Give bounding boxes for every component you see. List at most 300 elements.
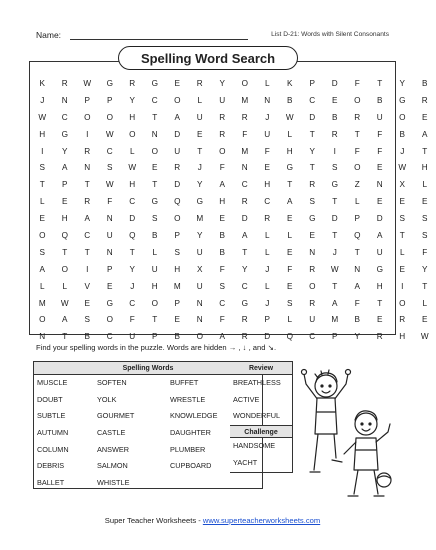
grid-letter[interactable]: T	[39, 180, 45, 190]
grid-letter[interactable]: A	[332, 298, 338, 308]
grid-letter[interactable]: W	[38, 112, 47, 122]
grid-letter[interactable]: L	[354, 197, 360, 207]
grid-letter[interactable]: R	[241, 112, 248, 122]
grid-letter[interactable]: O	[151, 298, 158, 308]
grid-letter[interactable]: R	[219, 129, 226, 139]
grid-letter[interactable]: H	[286, 146, 293, 156]
grid-letter[interactable]: T	[332, 281, 338, 291]
grid-letter[interactable]: U	[196, 112, 203, 122]
grid-letter[interactable]: G	[399, 95, 406, 105]
grid-letter[interactable]: T	[129, 247, 135, 257]
grid-letter[interactable]: H	[219, 197, 226, 207]
grid-letter[interactable]: G	[106, 79, 113, 88]
grid-letter[interactable]: G	[61, 129, 68, 139]
grid-letter[interactable]: A	[242, 231, 248, 241]
grid-letter[interactable]: J	[265, 298, 270, 308]
grid-letter[interactable]: H	[129, 112, 136, 122]
grid-letter[interactable]: H	[421, 163, 428, 173]
grid-letter[interactable]: I	[401, 281, 404, 291]
grid-letter[interactable]: Y	[242, 264, 248, 274]
word-item: ACTIVE	[233, 394, 260, 404]
grid-letter[interactable]: Z	[354, 180, 360, 190]
grid-letter[interactable]: C	[309, 332, 316, 342]
grid-letter[interactable]: T	[84, 247, 90, 257]
grid-letter[interactable]: L	[264, 79, 270, 88]
grid-letter[interactable]: I	[41, 146, 44, 156]
grid-letter[interactable]: R	[196, 79, 203, 88]
grid-letter[interactable]: G	[151, 197, 158, 207]
grid-letter[interactable]: Y	[309, 146, 315, 156]
grid-letter[interactable]: T	[309, 163, 315, 173]
grid-letter[interactable]: E	[399, 197, 405, 207]
grid-letter[interactable]: W	[285, 112, 294, 122]
grid-letter[interactable]: O	[241, 79, 248, 88]
grid-letter[interactable]: P	[62, 180, 68, 190]
grid-letter[interactable]: E	[84, 298, 90, 308]
grid-letter[interactable]: U	[129, 332, 136, 342]
grid-letter[interactable]: K	[39, 79, 45, 88]
grid-letter[interactable]: T	[354, 247, 360, 257]
grid-letter[interactable]: M	[196, 214, 204, 224]
word-item: MUSCLE	[37, 378, 68, 387]
grid-letter[interactable]: D	[241, 214, 248, 224]
grid-letter[interactable]: L	[399, 247, 405, 257]
grid-letter[interactable]: F	[287, 264, 293, 274]
grid-letter[interactable]: P	[264, 315, 270, 325]
grid-letter[interactable]: F	[354, 146, 360, 156]
grid-letter[interactable]: W	[83, 79, 92, 88]
grid-letter[interactable]: A	[377, 231, 383, 241]
grid-letter[interactable]: T	[62, 332, 68, 342]
grid-letter[interactable]: F	[219, 315, 225, 325]
grid-letter[interactable]: O	[84, 112, 91, 122]
grid-letter[interactable]: O	[39, 231, 46, 241]
grid-letter[interactable]: H	[264, 180, 271, 190]
grid-letter[interactable]: W	[330, 264, 339, 274]
grid-letter[interactable]: L	[287, 129, 293, 139]
grid-letter[interactable]: N	[376, 180, 383, 190]
grid-letter[interactable]: D	[331, 214, 338, 224]
grid-letter[interactable]: Q	[129, 231, 136, 241]
grid-letter[interactable]: F	[354, 298, 360, 308]
grid-letter[interactable]: B	[422, 79, 428, 88]
grid-letter[interactable]: C	[106, 332, 113, 342]
grid-letter[interactable]: I	[86, 264, 89, 274]
grid-letter[interactable]: T	[332, 231, 338, 241]
grid-letter[interactable]: U	[151, 264, 158, 274]
grid-letter[interactable]: T	[399, 231, 405, 241]
name-label: Name:	[36, 30, 62, 40]
grid-letter[interactable]: O	[309, 281, 316, 291]
grid-letter[interactable]: F	[219, 163, 225, 173]
grid-letter[interactable]: X	[197, 264, 203, 274]
grid-letter[interactable]: Q	[286, 332, 293, 342]
grid-letter[interactable]: B	[377, 95, 383, 105]
grid-letter[interactable]: A	[354, 281, 360, 291]
grid-letter[interactable]: C	[129, 298, 136, 308]
grid-letter[interactable]: G	[196, 197, 203, 207]
grid-letter[interactable]: T	[242, 247, 248, 257]
grid-letter[interactable]: H	[376, 281, 383, 291]
grid-letter[interactable]: M	[173, 281, 181, 291]
grid-letter[interactable]: N	[151, 129, 158, 139]
grid-letter[interactable]: S	[107, 163, 113, 173]
grid-letter[interactable]: H	[129, 180, 136, 190]
grid-letter[interactable]: T	[152, 112, 158, 122]
grid-letter[interactable]: Y	[219, 79, 225, 88]
grid-letter[interactable]: C	[129, 197, 136, 207]
grid-letter[interactable]: G	[151, 79, 158, 88]
grid-letter[interactable]: N	[309, 247, 316, 257]
grid-letter[interactable]: W	[128, 163, 137, 173]
grid-letter[interactable]: Y	[422, 264, 428, 274]
grid-letter[interactable]: G	[286, 163, 293, 173]
grid-letter[interactable]: P	[107, 95, 113, 105]
grid-letter[interactable]: R	[354, 112, 361, 122]
grid-letter[interactable]: T	[152, 315, 158, 325]
grid-letter[interactable]: S	[174, 247, 180, 257]
grid-letter[interactable]: R	[61, 79, 68, 88]
grid-letter[interactable]: J	[265, 112, 270, 122]
grid-letter[interactable]: E	[422, 315, 428, 325]
grid-letter[interactable]: Y	[399, 79, 405, 88]
grid-letter[interactable]: L	[39, 197, 45, 207]
grid-letter[interactable]: E	[174, 79, 180, 88]
grid-letter[interactable]: L	[287, 315, 293, 325]
grid-letter[interactable]: I	[86, 129, 89, 139]
grid-letter[interactable]: O	[106, 112, 113, 122]
grid-letter[interactable]: S	[39, 247, 45, 257]
grid-letter[interactable]: S	[219, 281, 225, 291]
grid-letter[interactable]: C	[264, 197, 271, 207]
grid-letter[interactable]: N	[39, 332, 46, 342]
grid-letter[interactable]: F	[264, 146, 270, 156]
grid-letter[interactable]: G	[106, 298, 113, 308]
grid-letter[interactable]: T	[287, 180, 293, 190]
grid-letter[interactable]: J	[40, 95, 45, 105]
grid-letter[interactable]: F	[129, 315, 135, 325]
grid-letter[interactable]: S	[422, 214, 428, 224]
grid-letter[interactable]: E	[377, 163, 383, 173]
grid-letter[interactable]: T	[197, 146, 203, 156]
grid-letter[interactable]: R	[399, 315, 406, 325]
grid-letter[interactable]: A	[422, 129, 428, 139]
grid-letter[interactable]: P	[309, 79, 315, 88]
grid-letter[interactable]: U	[196, 281, 203, 291]
grid-letter[interactable]: B	[84, 332, 90, 342]
grid-letter[interactable]: I	[333, 146, 336, 156]
grid-letter[interactable]: B	[152, 231, 158, 241]
grid-letter[interactable]: A	[62, 163, 68, 173]
grid-letter[interactable]: U	[174, 146, 181, 156]
grid-letter[interactable]: C	[309, 95, 316, 105]
grid-letter[interactable]: M	[241, 146, 249, 156]
grid-letter[interactable]: J	[332, 247, 337, 257]
grid-letter[interactable]: W	[420, 332, 429, 342]
footer	[0, 516, 425, 525]
grid-letter[interactable]: L	[152, 247, 158, 257]
grid-letter[interactable]: P	[332, 332, 338, 342]
grid-letter[interactable]: R	[309, 264, 316, 274]
grid-letter[interactable]: G	[331, 180, 338, 190]
grid-letter[interactable]: T	[377, 298, 383, 308]
grid-letter[interactable]: L	[422, 180, 428, 190]
grid-letter[interactable]: B	[219, 231, 225, 241]
grid-letter[interactable]: E	[287, 247, 293, 257]
word-item: CUPBOARD	[170, 461, 212, 471]
grid-letter[interactable]: O	[399, 298, 406, 308]
spelling-column-2	[97, 375, 170, 492]
grid-letter[interactable]: D	[376, 214, 383, 224]
grid-letter[interactable]: D	[174, 129, 181, 139]
grid-letter[interactable]: R	[241, 197, 248, 207]
grid-letter[interactable]: A	[84, 214, 90, 224]
grid-letter[interactable]: O	[106, 315, 113, 325]
grid-letter[interactable]: O	[39, 315, 46, 325]
grid-letter[interactable]: R	[309, 298, 316, 308]
grid-letter[interactable]: U	[219, 95, 226, 105]
grid-letter[interactable]: N	[84, 163, 91, 173]
grid-letter[interactable]: U	[376, 247, 383, 257]
grid-letter[interactable]: T	[422, 281, 428, 291]
grid-letter[interactable]: T	[332, 197, 338, 207]
grid-letter[interactable]: E	[377, 315, 383, 325]
grid-letter[interactable]: Y	[354, 332, 360, 342]
grid-letter[interactable]: M	[38, 298, 46, 308]
grid-letter[interactable]: S	[287, 298, 293, 308]
grid-letter[interactable]: J	[130, 281, 135, 291]
grid-letter[interactable]: B	[287, 95, 293, 105]
grid-letter[interactable]: E	[309, 231, 315, 241]
grid-letter[interactable]: L	[264, 231, 270, 241]
grid-letter[interactable]: R	[331, 129, 338, 139]
grid-letter[interactable]: R	[84, 197, 91, 207]
grid-letter[interactable]: N	[106, 214, 113, 224]
grid-letter[interactable]: E	[332, 95, 338, 105]
grid-letter[interactable]: F	[219, 264, 225, 274]
grid-letter[interactable]: E	[219, 214, 225, 224]
grid-letter[interactable]: C	[219, 298, 226, 308]
grid-letter[interactable]: H	[39, 129, 46, 139]
grid-letter[interactable]: L	[197, 95, 203, 105]
grid-letter[interactable]: R	[241, 332, 248, 342]
grid-letter[interactable]: Y	[197, 231, 203, 241]
grid-letter[interactable]: D	[264, 332, 271, 342]
grid-letter[interactable]: Q	[61, 231, 68, 241]
grid-letter[interactable]: P	[174, 231, 180, 241]
word-item: YOLK	[97, 394, 117, 404]
grid-letter[interactable]: G	[309, 214, 316, 224]
grid-letter[interactable]: U	[106, 231, 113, 241]
grid-letter[interactable]: W	[105, 180, 114, 190]
grid-letter[interactable]: E	[264, 163, 270, 173]
grid-letter[interactable]: S	[332, 163, 338, 173]
grid-letter[interactable]: Y	[62, 146, 68, 156]
grid-letter[interactable]: O	[354, 95, 361, 105]
grid-letter[interactable]: S	[39, 163, 45, 173]
grid-letter[interactable]: G	[376, 264, 383, 274]
grid-letter[interactable]: P	[107, 264, 113, 274]
grid-letter[interactable]: J	[265, 264, 270, 274]
grid-letter[interactable]: L	[62, 281, 68, 291]
grid-letter[interactable]: P	[174, 298, 180, 308]
grid-letter[interactable]: S	[422, 231, 428, 241]
grid-letter[interactable]: T	[354, 129, 360, 139]
grid-letter[interactable]: C	[84, 231, 91, 241]
grid-letter[interactable]: C	[106, 146, 113, 156]
grid-letter[interactable]: T	[152, 180, 158, 190]
footer-link[interactable]: www.superteacherworksheets.com	[202, 516, 321, 525]
grid-letter[interactable]: N	[61, 95, 68, 105]
grid-letter[interactable]: R	[421, 95, 428, 105]
grid-letter[interactable]: H	[174, 264, 181, 274]
grid-letter[interactable]: Y	[197, 180, 203, 190]
grid-letter[interactable]: A	[219, 180, 225, 190]
grid-letter[interactable]: C	[241, 281, 248, 291]
name-field[interactable]	[70, 39, 248, 40]
grid-letter[interactable]: L	[264, 281, 270, 291]
grid-letter[interactable]: T	[422, 146, 428, 156]
grid-letter[interactable]: S	[399, 214, 405, 224]
grid-letter[interactable]: K	[287, 79, 293, 88]
grid-letter[interactable]: B	[219, 247, 225, 257]
grid-letter[interactable]: U	[376, 112, 383, 122]
grid-letter[interactable]: E	[107, 281, 113, 291]
grid-letter[interactable]: A	[219, 332, 225, 342]
grid-letter[interactable]: B	[332, 112, 338, 122]
grid-letter[interactable]: R	[309, 180, 316, 190]
grid-letter[interactable]: Q	[354, 231, 361, 241]
grid-letter[interactable]: T	[377, 79, 383, 88]
grid-letter[interactable]: G	[241, 298, 248, 308]
footer-prefix: Super Teacher Worksheets -	[104, 516, 203, 525]
grid-letter[interactable]: S	[309, 197, 315, 207]
grid-letter[interactable]: R	[129, 79, 136, 88]
grid-letter[interactable]: B	[174, 332, 180, 342]
grid-letter[interactable]: B	[354, 315, 360, 325]
grid-letter[interactable]: S	[84, 315, 90, 325]
grid-letter[interactable]: O	[399, 112, 406, 122]
grid-letter[interactable]: F	[242, 129, 248, 139]
grid-letter[interactable]: O	[174, 214, 181, 224]
grid-letter[interactable]: Y	[129, 95, 135, 105]
grid-letter[interactable]: L	[287, 231, 293, 241]
grid-letter[interactable]: O	[61, 264, 68, 274]
grid-letter[interactable]: W	[105, 129, 114, 139]
grid-letter[interactable]: F	[377, 146, 383, 156]
grid-letter[interactable]: T	[309, 129, 315, 139]
grid-letter[interactable]: B	[399, 129, 405, 139]
grid-letter[interactable]: N	[241, 163, 248, 173]
grid-letter[interactable]: L	[264, 247, 270, 257]
grid-letter[interactable]: R	[376, 332, 383, 342]
grid-letter[interactable]: A	[287, 197, 293, 207]
grid-letter[interactable]: O	[196, 332, 203, 342]
grid-letter[interactable]: W	[60, 298, 69, 308]
grid-letter[interactable]: F	[377, 129, 383, 139]
grid-letter[interactable]: F	[107, 197, 113, 207]
grid-letter[interactable]: Y	[129, 264, 135, 274]
grid-letter[interactable]: R	[219, 112, 226, 122]
grid-letter[interactable]: T	[62, 247, 68, 257]
grid-letter[interactable]: J	[197, 163, 202, 173]
grid-letter[interactable]: R	[174, 163, 181, 173]
grid-letter[interactable]: A	[174, 112, 180, 122]
grid-letter[interactable]: T	[84, 180, 90, 190]
grid-letter[interactable]: W	[398, 163, 407, 173]
grid-letter[interactable]: F	[422, 247, 428, 257]
grid-letter[interactable]: H	[61, 214, 68, 224]
grid-letter[interactable]: P	[152, 332, 158, 342]
grid-letter[interactable]: R	[241, 315, 248, 325]
grid-letter[interactable]: N	[196, 315, 203, 325]
grid-letter[interactable]: O	[219, 146, 226, 156]
grid-letter[interactable]: M	[331, 315, 339, 325]
grid-letter[interactable]: O	[354, 163, 361, 173]
grid-letter[interactable]: R	[84, 146, 91, 156]
grid-letter[interactable]: E	[39, 214, 45, 224]
grid-letter[interactable]: U	[264, 129, 271, 139]
grid-letter[interactable]: A	[62, 315, 68, 325]
grid-letter[interactable]: L	[39, 281, 45, 291]
grid-letter[interactable]: H	[399, 332, 406, 342]
grid-letter[interactable]: E	[197, 129, 203, 139]
grid-letter[interactable]: O	[151, 146, 158, 156]
grid-letter[interactable]: C	[151, 95, 158, 105]
grid-letter[interactable]: M	[241, 95, 249, 105]
grid-letter[interactable]: N	[264, 95, 271, 105]
grid-letter[interactable]: Q	[174, 197, 181, 207]
grid-letter[interactable]: D	[129, 214, 136, 224]
grid-letter[interactable]: E	[62, 197, 68, 207]
grid-letter[interactable]: D	[309, 112, 316, 122]
grid-letter[interactable]: E	[422, 112, 428, 122]
grid-letter[interactable]: D	[174, 180, 181, 190]
grid-letter[interactable]: J	[400, 146, 405, 156]
grid-letter[interactable]: E	[377, 197, 383, 207]
grid-letter[interactable]: N	[106, 247, 113, 257]
grid-letter[interactable]: D	[331, 79, 338, 88]
grid-letter[interactable]: O	[129, 129, 136, 139]
grid-letter[interactable]: V	[84, 281, 90, 291]
grid-row	[31, 194, 436, 211]
grid-letter[interactable]: A	[39, 264, 45, 274]
grid-letter[interactable]: E	[287, 214, 293, 224]
grid-letter[interactable]: E	[152, 163, 158, 173]
grid-letter[interactable]: E	[399, 264, 405, 274]
grid-letter[interactable]: P	[84, 95, 90, 105]
grid-letter[interactable]: H	[151, 281, 158, 291]
grid-letter[interactable]: N	[196, 298, 203, 308]
grid-letter[interactable]: P	[354, 214, 360, 224]
grid-letter[interactable]: C	[241, 180, 248, 190]
grid-letter[interactable]: U	[196, 247, 203, 257]
grid-letter[interactable]: N	[354, 264, 361, 274]
grid-letter[interactable]: L	[129, 146, 135, 156]
grid-letter[interactable]: E	[287, 281, 293, 291]
grid-letter[interactable]: E	[174, 315, 180, 325]
grid-letter[interactable]: L	[422, 298, 428, 308]
grid-row	[31, 296, 436, 313]
grid-letter[interactable]: S	[152, 214, 158, 224]
grid-letter[interactable]: X	[399, 180, 405, 190]
grid-letter[interactable]: C	[61, 112, 68, 122]
grid-letter[interactable]: F	[354, 79, 360, 88]
grid-letter[interactable]: R	[264, 214, 271, 224]
grid-letter[interactable]: U	[309, 315, 316, 325]
grid-letter[interactable]: E	[422, 197, 428, 207]
grid-letter[interactable]: O	[174, 95, 181, 105]
